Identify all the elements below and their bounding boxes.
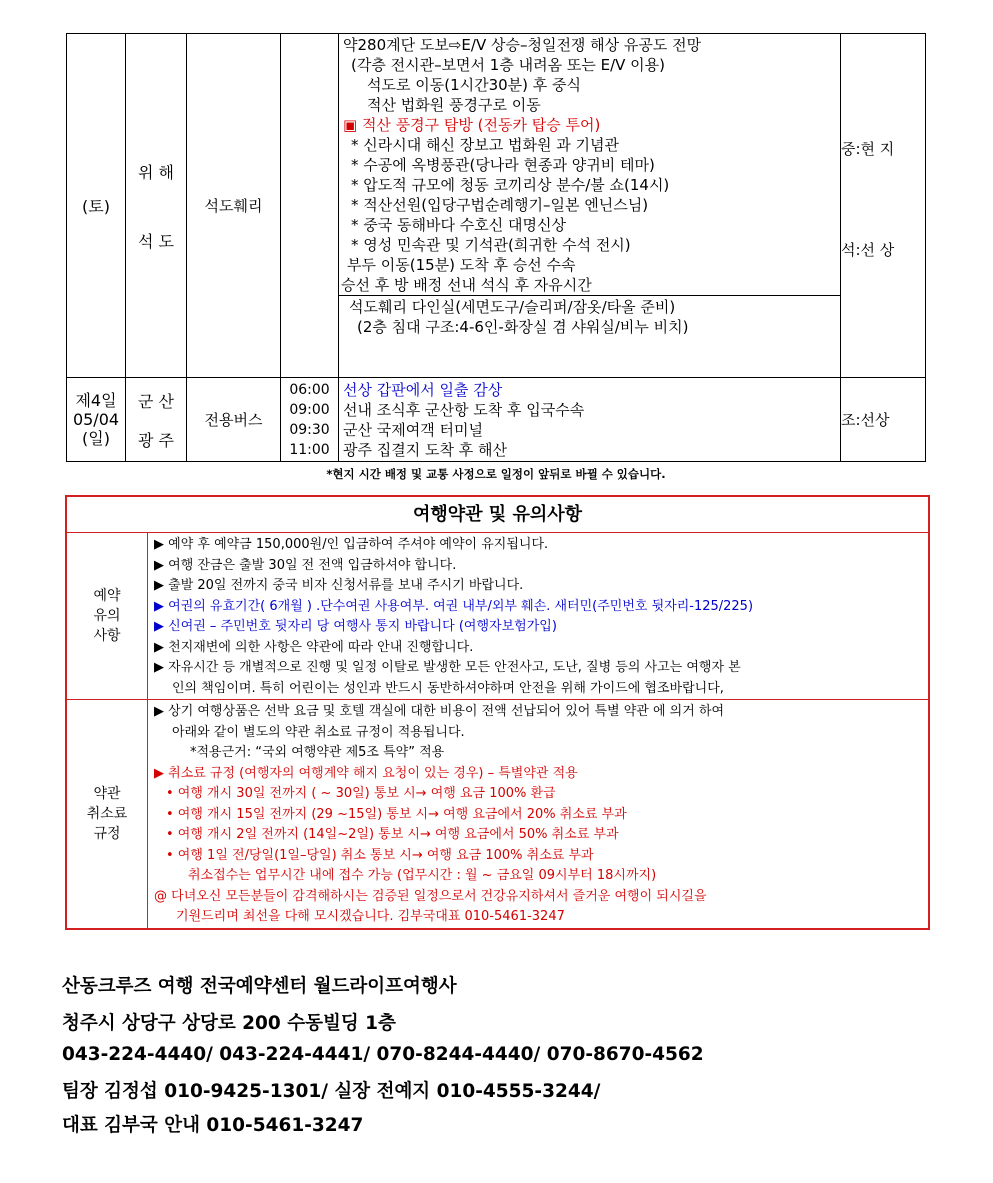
terms-section-label: 약관 취소료 규정 (67, 700, 148, 928)
time-entry: 11:00 (289, 441, 330, 458)
terms-title: 여행약관 및 유의사항 (67, 497, 928, 533)
day-date: 05/04 (72, 410, 120, 429)
activity-line: 선상 갑판에서 일출 감상 (343, 380, 503, 399)
city-top: 군 산 (138, 391, 174, 411)
terms-section (67, 533, 928, 699)
activity-line: * 압도적 규모에 청동 코끼리상 분수/불 쇼(14시) (351, 176, 670, 194)
activity-line: 적산 법화원 풍경구로 이동 (367, 96, 541, 114)
terms-line: 인의 책임이며. 특히 어린이는 성인과 반드시 동반하셔야하며 안전을 위해 가이드에 협조바랍니다, (172, 680, 724, 696)
activity-line: 승선 후 방 배정 선내 석식 후 자유시간 (341, 276, 592, 294)
accommodation-line: 석도훼리 다인실(세면도구/슬리퍼/잠옷/타올 준비) (349, 298, 676, 316)
itinerary-row-day4 (67, 378, 926, 462)
terms-line: ▶ 상기 여행상품은 선박 요금 및 호텔 객실에 대한 비용이 전액 선납되어 있어 특별 약관 에 의거 하여 (154, 704, 725, 719)
city-top: 위 해 (138, 162, 174, 182)
activity-cell (339, 34, 841, 378)
terms-line: 기원드리며 최선을 다해 모시겠습니다. 김부국대표 010-5461-3247 (176, 909, 565, 924)
time-entry: 09:30 (289, 421, 330, 438)
day-label: (토) (82, 197, 110, 216)
meal-lunch: 중:현 지 (841, 139, 895, 158)
terms-line: ▶ 신여권 – 주민번호 뒷자리 당 여행사 통지 바랍니다 (여행자보험가입) (154, 619, 557, 634)
terms-line: 아래와 같이 별도의 약관 취소료 규정이 적용됩니다. (172, 724, 465, 740)
terms-line: ▶ 예약 후 예약금 150,000원/인 입금하여 주셔야 예약이 유지됩니다. (154, 537, 549, 552)
city-cell (126, 34, 187, 378)
footer-ceo: 대표 김부국 안내 010-5461-3247 (62, 1115, 364, 1136)
terms-line: ▶ 천지재변에 의한 사항은 약관에 따라 안내 진행합니다. (154, 639, 474, 655)
terms-section (67, 699, 928, 928)
activity-line: * 영성 민속관 및 기석관(희귀한 수석 전시) (351, 236, 631, 254)
activity-line: 부두 이동(15분) 도착 후 승선 수속 (347, 256, 576, 274)
activity-line: 군산 국제여객 터미널 (343, 420, 483, 439)
activity-line: * 중국 동해바다 수호신 대명신상 (351, 216, 566, 234)
day-number: 제4일 (75, 391, 117, 410)
terms-line: 취소접수는 업무시간 내에 접수 가능 (업무시간 : 월 ~ 금요일 09시부터 18시까지) (188, 868, 657, 883)
transport-cell (187, 34, 281, 378)
footer-company: 산동크루즈 여행 전국예약센터 월드라이프여행사 (62, 976, 457, 997)
meal-cell (841, 378, 926, 462)
terms-section-body (148, 700, 928, 928)
activity-line: * 신라시대 해신 장보고 법화원 과 기념관 (351, 136, 619, 154)
terms-section-body (148, 533, 928, 699)
footer-address: 청주시 상당구 상당로 200 수동빌딩 1층 (62, 1013, 396, 1034)
activity-line: * 수공에 옥병풍관(당나라 현종과 양귀비 테마) (351, 156, 655, 174)
activity-line: * 적산선원(입당구법순례행기–일본 엔닌스님) (351, 196, 649, 214)
day-cell (67, 34, 126, 378)
footer-phones: 043-224-4440/ 043-224-4441/ 070-8244-4440/ 070-8670-4562 (62, 1044, 704, 1065)
time-entry: 06:00 (289, 381, 330, 398)
terms-line: ▶ 여행 잔금은 출발 30일 전 전액 입금하셔야 합니다. (154, 557, 457, 573)
activity-lines (343, 380, 840, 460)
terms-line: ▶ 여권의 유효기간( 6개월 ) .단수여권 사용여부. 여권 내부/외부 훼손. 새터민(주민번호 뒷자리-125/225) (154, 598, 754, 614)
terms-line: • 여행 1일 전/당일(1일–당일) 취소 통보 시→ 여행 요금 100% 취소료 부과 (166, 847, 594, 863)
terms-section-label: 예약 유의 사항 (67, 533, 148, 699)
activity-line: ▣ 적산 풍경구 탐방 (전동카 탑승 투어) (343, 116, 601, 134)
itinerary-row-day3 (67, 34, 926, 378)
activity-line: 석도로 이동(1시간30분) 후 중식 (367, 76, 582, 94)
meal-cell (841, 34, 926, 378)
transport-label: 석도훼리 (204, 197, 263, 215)
terms-sections (67, 533, 928, 928)
terms-line: ▶ 자유시간 등 개별적으로 진행 및 일정 이탈로 발생한 모든 안전사고, 도난, 질병 등의 사고는 여행자 본 (154, 660, 741, 675)
activity-lines (339, 34, 840, 295)
activity-line: 선내 조식후 군산항 도착 후 입국수속 (343, 400, 585, 419)
terms-line: ▶ 취소료 규정 (여행자의 여행계약 해지 요청이 있는 경우) – 특별약관 적용 (154, 765, 578, 781)
terms-line: ▶ 출발 20일 전까지 중국 비자 신청서류를 보내 주시기 바랍니다. (154, 578, 524, 593)
accommodation-line: (2층 침대 구조:4-6인-화장실 겸 샤워실/비누 비치) (357, 318, 689, 336)
activity-line: 광주 집결지 도착 후 해산 (343, 440, 507, 459)
city-bottom: 광 주 (138, 430, 174, 450)
itinerary-table (66, 33, 926, 462)
time-list (281, 380, 338, 460)
transport-cell (187, 378, 281, 462)
city-cell (126, 378, 187, 462)
schedule-note: *현지 시간 배정 및 교통 사정으로 일정이 앞뒤로 바뀔 수 있습니다. (326, 467, 666, 481)
time-cell (281, 34, 339, 378)
meal-dinner: 석:선 상 (841, 240, 895, 259)
time-cell (281, 378, 339, 462)
terms-box (65, 495, 930, 930)
city-bottom: 석 도 (138, 231, 174, 251)
activity-line: 약280계단 도보⇨E/V 상승–청일전쟁 해상 유공도 전망 (343, 36, 702, 54)
footer-managers: 팀장 김정섭 010-9425-1301/ 실장 전예지 010-4555-3244/ (62, 1081, 601, 1102)
activity-cell (339, 378, 841, 462)
terms-line: @ 다녀오신 모든분들이 감격해하시는 검증된 일정으로서 건강유지하셔서 즐거운 여행이 되시길을 (154, 888, 707, 904)
terms-line: • 여행 개시 30일 전까지 ( ~ 30일) 통보 시→ 여행 요금 100% 환급 (166, 786, 556, 801)
time-entry: 09:00 (289, 401, 330, 418)
day-weekday: (일) (82, 429, 110, 448)
day-cell (67, 378, 126, 462)
activity-line: (각층 전시관–보면서 1층 내려옴 또는 E/V 이용) (351, 56, 665, 74)
terms-line: *적용근거: “국외 여행약관 제5조 특약” 적용 (190, 745, 445, 760)
terms-line: • 여행 개시 15일 전까지 (29 ~15일) 통보 시→ 여행 요금에서 20% 취소료 부과 (166, 806, 627, 822)
accommodation-lines (339, 295, 840, 338)
meal-breakfast: 조:선상 (841, 411, 890, 429)
transport-label: 전용버스 (204, 411, 263, 429)
terms-line: • 여행 개시 2일 전까지 (14일~2일) 통보 시→ 여행 요금에서 50% 취소료 부과 (166, 827, 619, 842)
